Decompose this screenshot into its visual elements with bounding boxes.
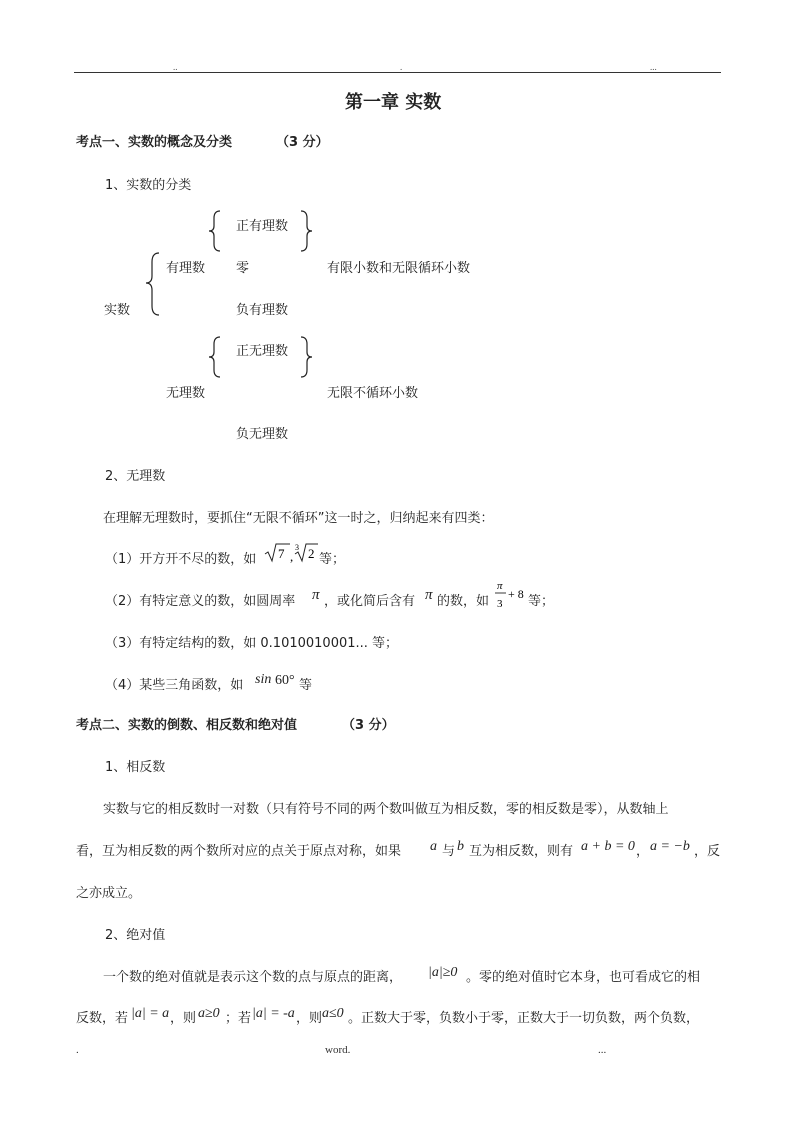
item4-prefix: （4）某些三角函数，如 xyxy=(105,678,244,693)
irrational-intro: 在理解无理数时，要抓住“无限不循环”这一时之，归纳起来有四类： xyxy=(103,511,494,526)
label-irrational-note: 无限不循环小数 xyxy=(327,386,419,401)
item3: （3）有特定结构的数，如 0.1010010001... 等； xyxy=(105,636,399,651)
header-rule xyxy=(74,72,721,73)
abs-nonneg: |a|≥0 xyxy=(428,965,458,980)
a-leq-zero: a≤0 xyxy=(322,1006,344,1021)
header-dots-mid: . xyxy=(400,62,403,72)
section2-points: （3 分） xyxy=(342,718,395,733)
section2-heading: 考点二、实数的倒数、相反数和绝对值 xyxy=(76,718,298,733)
radicals-formula xyxy=(264,541,320,565)
header-dots-left: .. xyxy=(173,62,178,72)
label-zero: 零 xyxy=(236,261,250,276)
subheading-opposite: 1、相反数 xyxy=(105,760,166,775)
opposite-para-line2c: 互为相反数，则有 xyxy=(469,844,574,859)
absolute-para-line2f: 。正数大于零，负数小于零，正数大于一切负数，两个负数， xyxy=(348,1011,700,1026)
sin-function: sin xyxy=(255,672,272,687)
item2-mid: ，或化简后含有 xyxy=(324,594,416,609)
item1-prefix: （1）开方开不尽的数，如 xyxy=(105,552,257,567)
item1-suffix: 等； xyxy=(319,552,346,567)
brace-right-pos-rational xyxy=(300,210,314,252)
absolute-para-line2d: ；若 xyxy=(225,1011,252,1026)
equation-a-neg-b: a = −b xyxy=(650,839,690,854)
absolute-para-line1a: 一个数的绝对值就是表示这个数的点与原点的距离， xyxy=(103,970,403,985)
absolute-para-line1b: 。零的绝对值时它本身，也可看成它的相 xyxy=(466,970,701,985)
label-rational: 有理数 xyxy=(166,261,206,276)
var-a: a xyxy=(430,839,437,854)
item2-suffix: 等； xyxy=(528,594,555,609)
brace-real xyxy=(145,252,161,316)
page-title: 第一章 实数 xyxy=(345,92,442,113)
pi-symbol-2: π xyxy=(425,587,433,603)
brace-left-pos-irrational xyxy=(208,336,222,378)
var-b: b xyxy=(457,839,464,854)
abs-eq-neg-a: |a| = -a xyxy=(252,1006,295,1021)
plus-eight: + 8 xyxy=(508,587,524,601)
label-real: 实数 xyxy=(104,303,131,318)
equation-sum-zero: a + b = 0 xyxy=(581,839,635,854)
absolute-para-line2b: ，则 xyxy=(170,1011,197,1026)
svg-text:,: , xyxy=(290,549,294,564)
item2-mid2: 的数，如 xyxy=(437,594,490,609)
header-dots-right: ... xyxy=(650,62,657,72)
sin-argument: 60° xyxy=(275,673,295,688)
sqrt2-value: 2 xyxy=(308,546,315,561)
frac-denominator: 3 xyxy=(497,598,503,610)
subheading-absolute: 2、绝对值 xyxy=(105,928,166,943)
label-pos-irrational: 正无理数 xyxy=(236,344,289,359)
brace-left-pos-rational xyxy=(208,210,222,252)
label-rational-note: 有限小数和无限循环小数 xyxy=(327,261,471,276)
footer-center: word. xyxy=(325,1044,351,1056)
a-geq-zero: a≥0 xyxy=(198,1006,220,1021)
label-neg-irrational: 负无理数 xyxy=(236,427,289,442)
opposite-para-line2d: ， xyxy=(636,844,650,859)
label-irrational: 无理数 xyxy=(166,386,206,401)
item2-prefix: （2）有特定意义的数，如圆周率 xyxy=(105,594,296,609)
label-pos-rational: 正有理数 xyxy=(236,219,289,234)
abs-eq-a: |a| = a xyxy=(131,1006,170,1021)
sqrt7-value: 7 xyxy=(278,546,285,561)
frac-numerator: π xyxy=(497,580,503,592)
section1-points: （3 分） xyxy=(276,135,329,150)
cbrt-index: 3 xyxy=(295,543,299,552)
item4-suffix: 等 xyxy=(299,678,313,693)
subheading-classification: 1、实数的分类 xyxy=(105,178,192,193)
pi-symbol: π xyxy=(312,587,320,603)
subheading-irrational: 2、无理数 xyxy=(105,469,166,484)
opposite-para-line2e: ，反 xyxy=(694,844,721,859)
label-neg-rational: 负有理数 xyxy=(236,303,289,318)
section1-heading: 考点一、实数的概念及分类 xyxy=(76,135,233,150)
opposite-para-line3: 之亦成立。 xyxy=(76,886,142,901)
brace-right-pos-irrational xyxy=(300,336,314,378)
opposite-para-line1: 实数与它的相反数时一对数（只有符号不同的两个数叫做互为相反数，零的相反数是零），从数轴上 xyxy=(103,802,669,817)
footer-dot-left: . xyxy=(76,1044,79,1056)
absolute-para-line2a: 反数，若 xyxy=(76,1011,129,1026)
footer-dots-right: ... xyxy=(598,1044,607,1056)
opposite-para-line2a: 看，互为相反数的两个数所对应的点关于原点对称，如果 xyxy=(76,844,402,859)
pi-fraction xyxy=(494,578,528,614)
absolute-para-line2e: ，则 xyxy=(296,1011,323,1026)
opposite-para-line2b: 与 xyxy=(442,844,456,859)
